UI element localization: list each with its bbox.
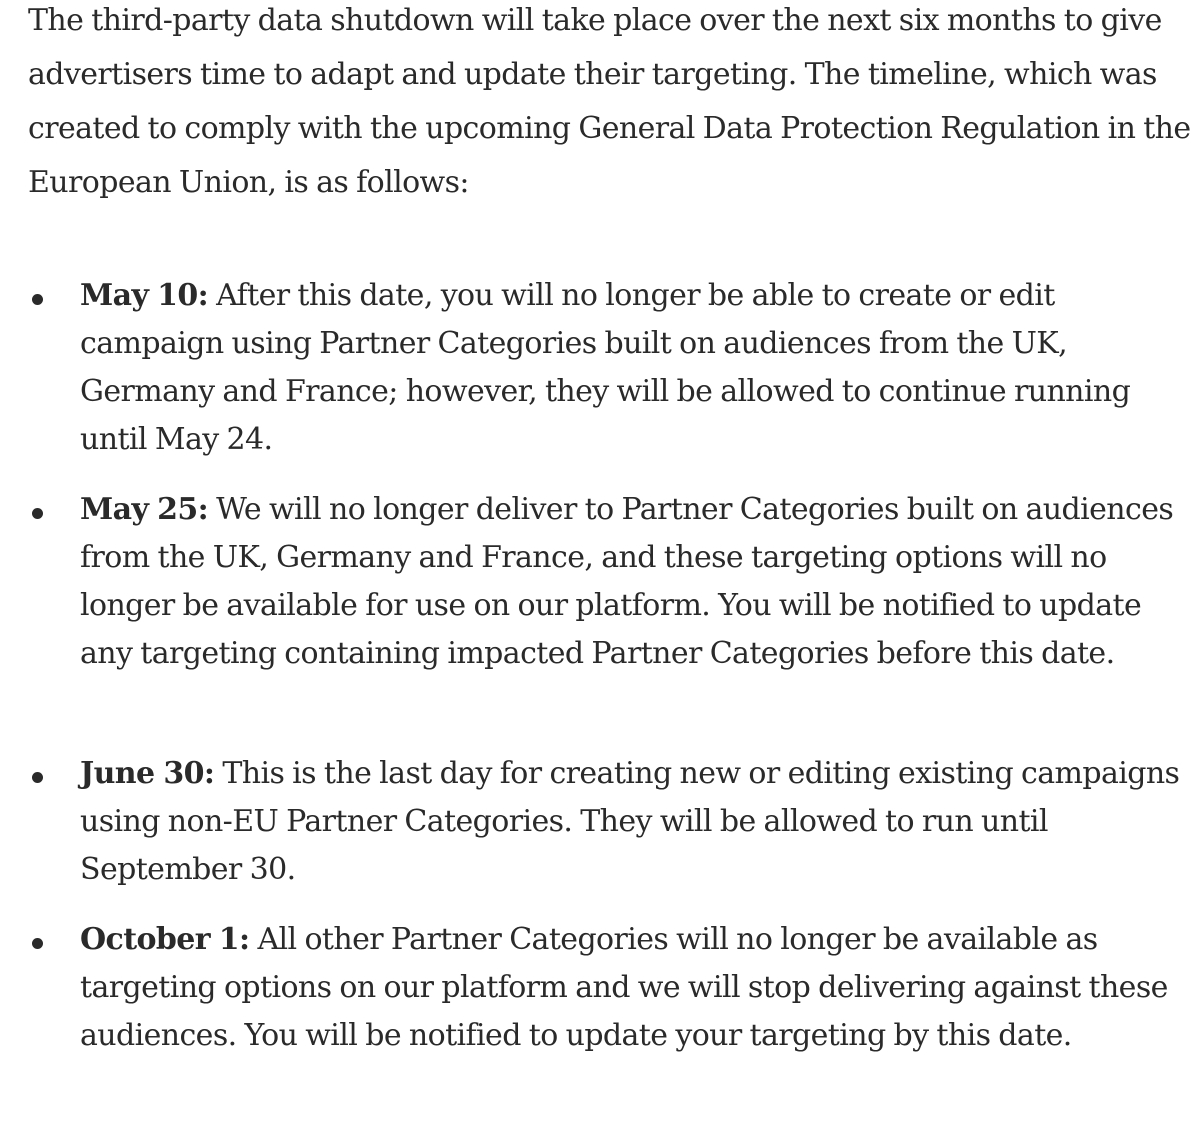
bullet-icon [32,772,43,783]
timeline-description: We will no longer deliver to Partner Categories built on audiences from the UK, Germany and France, and these targeting options will no longer be available for use on our platform. You will be notified to update any targeting containing impacted Partner Categories before this date. [80,492,1174,671]
timeline-date: May 25: [80,492,209,527]
bullet-icon [32,508,43,519]
bullet-icon [32,294,43,305]
timeline-description: This is the last day for creating new or editing existing campaigns using non-EU Partner Categories. They will be allowed to run until September 30. [80,756,1180,887]
timeline-item-may-25 [28,486,1196,678]
timeline-date: May 10: [80,278,209,313]
timeline-item-june-30 [28,750,1196,894]
timeline-date: October 1: [80,922,250,957]
timeline-item-text [80,750,1196,894]
timeline-item-may-10 [28,272,1196,464]
timeline-item-text [80,272,1196,464]
timeline-description: After this date, you will no longer be able to create or edit campaign using Partner Categories built on audiences from the UK, Germany and France; however, they will be allowed to continue running until May 24. [80,278,1131,457]
timeline-description: All other Partner Categories will no longer be available as targeting options on our platform and we will stop delivering against these audiences. You will be notified to update your targeting by this date. [80,922,1168,1053]
timeline-item-october-1 [28,916,1196,1060]
article-body [28,0,1196,1053]
timeline-date: June 30: [80,756,215,791]
timeline-item-text [80,916,1196,1060]
timeline-item-text [80,486,1196,678]
intro-paragraph: The third-party data shutdown will take place over the next six months to give advertisers time to adapt and update their targeting. The timeline, which was created to comply with the upcoming General Data Protection Regulation in the European Union, is as follows: [28,3,1191,200]
bullet-icon [32,938,43,949]
